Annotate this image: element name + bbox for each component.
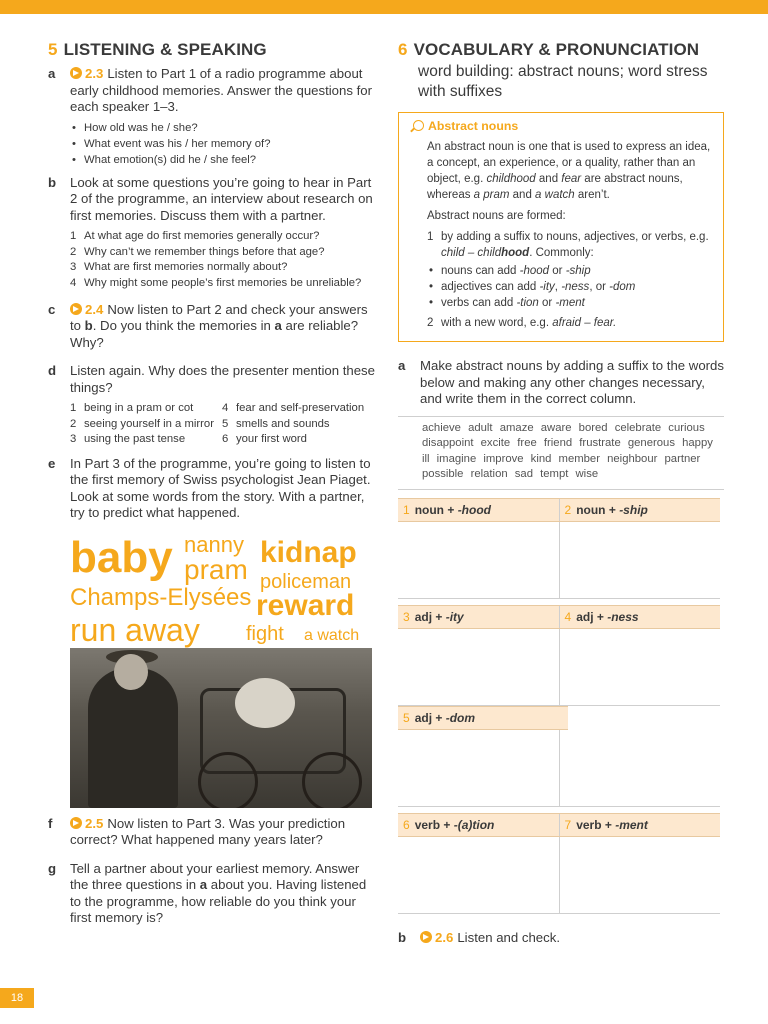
exercise-text: Listen to Part 1 of a radio programme about early childhood memories. Answer the questions for each speaker 1–3. — [70, 66, 372, 114]
list-item: 3 using the past tense — [70, 433, 186, 446]
table-row — [398, 522, 720, 599]
exercise-text: Listen and check. — [457, 929, 560, 945]
things-list — [70, 401, 378, 448]
answer-cell[interactable] — [398, 837, 559, 913]
word-cloud — [70, 528, 372, 648]
word-cloud-word: reward — [256, 588, 355, 622]
exercise-letter: b — [398, 929, 407, 945]
table-header-row — [398, 706, 568, 730]
question-list — [70, 229, 378, 292]
exercise-letter: e — [48, 455, 56, 471]
table-header-row — [398, 605, 720, 629]
audio-icon[interactable] — [70, 303, 82, 315]
exercise-text: Look at some questions you’re going to hear in Part 2 of the programme, an interview about research on first memories. Discuss them with a partner. — [70, 174, 373, 223]
page-number: 18 — [0, 988, 34, 1008]
list-item: 4 fear and self-preservation — [222, 402, 365, 415]
exercise-5d — [48, 363, 378, 448]
box-paragraph: Abstract nouns are formed: — [427, 210, 566, 222]
section-vocabulary-pronunciation — [398, 40, 724, 953]
section-title: LISTENING & SPEAKING — [63, 40, 267, 59]
word-cloud-word: run away — [70, 611, 200, 648]
exercise-letter: g — [48, 860, 57, 876]
exercise-5g — [48, 861, 378, 927]
column-header: 5 adj + -dom — [403, 710, 476, 725]
list-item: 1 being in a pram or cot — [70, 402, 194, 415]
word-cloud-word: policeman — [260, 570, 352, 593]
list-item: 3 What are first memories normally about? — [70, 261, 288, 274]
word-cloud-word: pram — [184, 553, 248, 585]
exercise-text: Now listen to Part 2 and check your answers to — [70, 301, 368, 334]
column-header: 3 adj + -ity — [403, 609, 464, 624]
section-heading — [398, 40, 724, 60]
exercise-letter: a — [398, 358, 406, 373]
word-cloud-word: nanny — [184, 531, 244, 557]
exercise-ref: a — [274, 318, 282, 334]
word-cloud-word: Champs-Elysées — [70, 583, 252, 611]
exercise-5c — [48, 302, 378, 352]
exercise-5a — [48, 66, 378, 168]
word-cloud-word: a watch — [304, 626, 360, 644]
answer-cell[interactable] — [398, 629, 559, 705]
column-header: 7 verb + -ment — [559, 814, 721, 836]
table-header-row — [398, 498, 720, 522]
list-item: 1 At what age do first memories generally occur? — [70, 230, 320, 242]
list-item: • adjectives can add -ity, -ness, or -dom — [441, 279, 711, 295]
track-number: 2.3 — [85, 66, 104, 81]
exercise-text: . Do you think the memories in — [92, 318, 275, 334]
exercise-text: Tell a partner about your earliest memory. Answer the three questions in — [70, 860, 360, 893]
list-item: 5 smells and sounds — [222, 417, 330, 430]
section-listening-speaking — [48, 40, 378, 934]
table-row — [398, 629, 720, 706]
exercise-letter: c — [48, 301, 56, 317]
exercise-6a — [398, 358, 724, 408]
table-row — [398, 730, 720, 807]
answer-cell[interactable] — [559, 629, 721, 705]
word-cloud-word: kidnap — [260, 535, 357, 569]
list-item: • nouns can add -hood or -ship — [441, 263, 711, 279]
list-item: 4 Why might some people’s first memories be unreliable? — [70, 277, 362, 290]
column-header: 1 noun + -hood — [403, 502, 492, 517]
section-heading — [48, 40, 378, 60]
exercise-letter: d — [48, 363, 57, 379]
word-cloud-word: baby — [70, 532, 173, 582]
question-list — [70, 120, 378, 168]
list-item: 6 your first word — [222, 433, 307, 446]
section-number: 5 — [48, 40, 58, 59]
exercise-ref: a — [199, 877, 208, 893]
magnifier-icon — [413, 120, 424, 131]
exercise-6b — [398, 930, 724, 947]
list-item: 2 seeing yourself in a mirror — [70, 417, 214, 430]
exercise-letter: a — [48, 66, 56, 81]
box-paragraph: An abstract noun is one that is used to express an idea, a concept, an experience, or a quality, rather than an object, e.g. childhood and fear are abstract nouns, whereas a pram and a watch aren’t. — [427, 141, 711, 201]
exercise-text: In Part 3 of the programme, you’re going to listen to the first memory of Swiss psychologist Jean Piaget. Look at some words from the story. With a partner, try to predict what happened. — [70, 455, 371, 521]
vintage-photo-nanny-pram — [70, 648, 372, 808]
section-title: VOCABULARY & PRONUNCIATION — [413, 40, 700, 59]
answer-cell[interactable] — [559, 522, 721, 598]
section-subtitle: word building: abstract nouns; word stress with suffixes — [418, 63, 708, 100]
answer-cell[interactable] — [559, 730, 721, 806]
track-number: 2.4 — [85, 301, 104, 317]
top-accent-bar — [0, 0, 768, 14]
column-header: 4 adj + -ness — [559, 606, 721, 628]
exercise-text: Make abstract nouns by adding a suffix to the words below and making any other changes necessary, and write them in the correct column. — [420, 358, 724, 406]
list-item: • What event was his / her memory of? — [84, 136, 378, 152]
track-number: 2.5 — [85, 815, 104, 831]
box-title: Abstract nouns — [413, 119, 711, 133]
table-row — [398, 837, 720, 914]
exercise-text: are reliable? Why? — [70, 318, 359, 350]
suffix-table — [398, 498, 720, 914]
section-number: 6 — [398, 40, 408, 59]
column-header: 6 verb + -(a)tion — [403, 817, 495, 832]
box-rule: 2 with a new word, e.g. afraid – fear. — [427, 317, 617, 329]
answer-cell[interactable] — [559, 837, 721, 913]
audio-icon[interactable] — [420, 931, 432, 943]
exercise-ref: b — [84, 318, 93, 334]
answer-cell[interactable] — [398, 522, 559, 598]
audio-icon[interactable] — [70, 817, 82, 829]
track-number: 2.6 — [435, 929, 454, 945]
list-item: 2 Why can’t we remember things before that age? — [70, 245, 325, 258]
exercise-letter: f — [48, 815, 53, 831]
exercise-5e — [48, 456, 378, 808]
column-header: 2 noun + -ship — [559, 499, 721, 521]
suffix-list — [413, 263, 711, 311]
audio-icon[interactable] — [70, 67, 82, 79]
box-rule: 1 by adding a suffix to nouns, adjectives, or verbs, e.g. child – childhood. Commonly: — [427, 231, 709, 259]
exercise-5b — [48, 175, 378, 292]
list-item: • How old was he / she? — [84, 120, 378, 136]
abstract-nouns-box — [398, 112, 724, 342]
list-item: • What emotion(s) did he / she feel? — [84, 152, 378, 168]
word-bank: achieve adult amaze aware bored celebrate curious disappoint excite free friend frustrate generous happy ill imagine improve kind member neighbour partner possible relation sad tempt wise — [398, 416, 724, 490]
exercise-text: Listen again. Why does the presenter mention these things? — [70, 363, 375, 395]
exercise-letter: b — [48, 174, 57, 190]
list-item: • verbs can add -tion or -ment — [441, 295, 711, 311]
table-header-row — [398, 813, 720, 837]
exercise-text: about you. Having listened to the programme, how reliable do you think your first memory is? — [70, 877, 367, 926]
word-cloud-word: fight — [246, 622, 284, 645]
exercise-5f — [48, 816, 378, 849]
exercise-text: Now listen to Part 3. Was your prediction correct? What happened many years later? — [70, 815, 346, 848]
answer-cell[interactable] — [398, 730, 559, 806]
